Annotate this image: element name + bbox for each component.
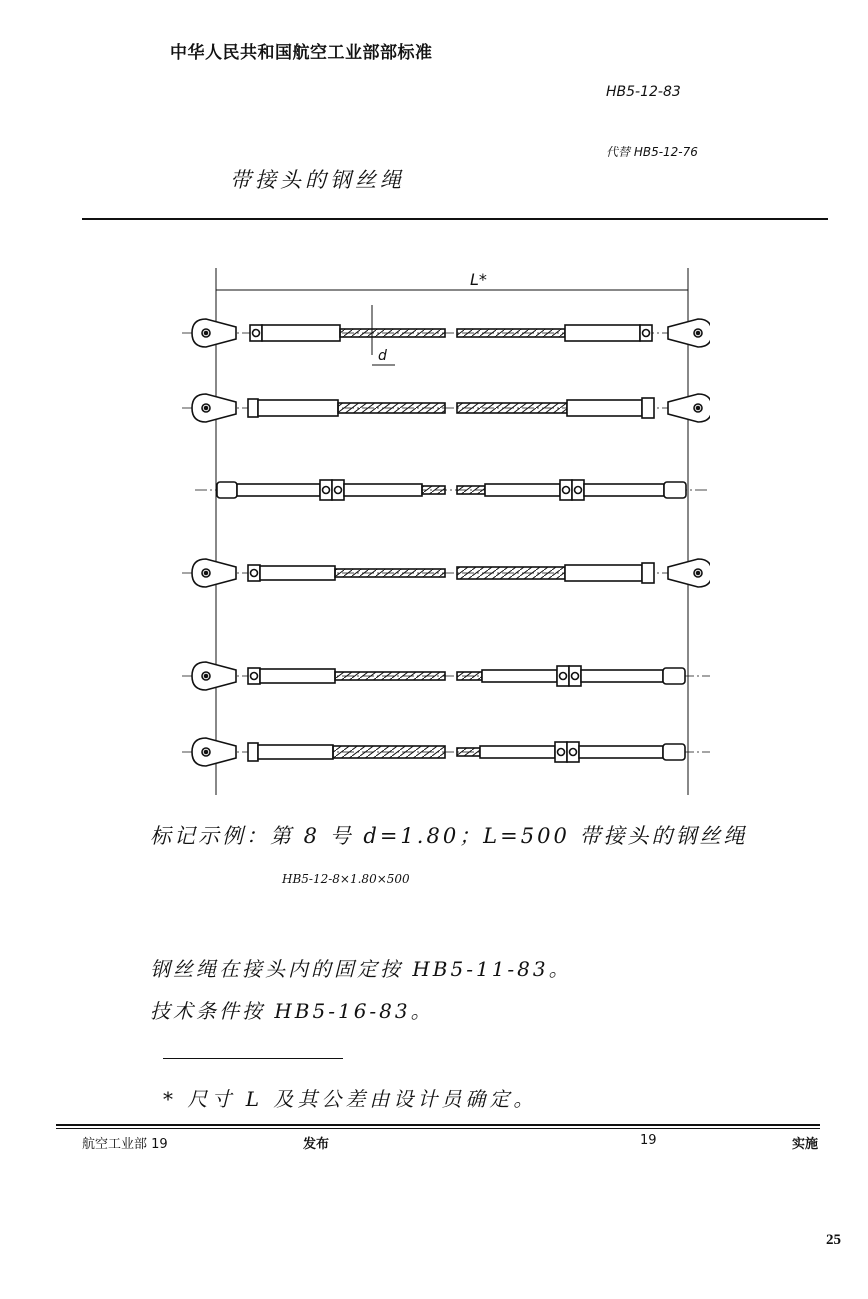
cable-variant-2 bbox=[182, 394, 710, 422]
cable-variant-4 bbox=[182, 559, 710, 587]
header-rule bbox=[82, 218, 828, 220]
length-label: L* bbox=[470, 270, 487, 289]
footer-year: 19 bbox=[640, 1133, 657, 1148]
document-title: 带接头的钢丝绳 bbox=[230, 168, 405, 192]
footer-issued: 发布 bbox=[303, 1137, 330, 1152]
marking-example: 标记示例：第 8 号 d=1.80；L=500 带接头的钢丝绳 bbox=[150, 824, 748, 848]
cable-variant-5 bbox=[182, 662, 710, 690]
footer-rule bbox=[56, 1124, 820, 1126]
note-technical: 技术条件按 HB5-16-83。 bbox=[150, 999, 434, 1023]
cable-assembly-drawing bbox=[170, 255, 710, 815]
cable-variant-3 bbox=[195, 480, 710, 500]
footer-rule-thin bbox=[56, 1128, 820, 1129]
page-number: 25 bbox=[826, 1232, 841, 1248]
standard-code: HB5-12-83 bbox=[606, 84, 681, 100]
cable-variant-6 bbox=[182, 738, 710, 766]
org-title: 中华人民共和国航空工业部部标准 bbox=[170, 43, 433, 63]
replaces-standard: 代替 HB5-12-76 bbox=[606, 145, 698, 159]
cable-variant-1 bbox=[182, 319, 710, 347]
diameter-label: d bbox=[378, 348, 387, 364]
marking-code: HB5-12-8×1.80×500 bbox=[282, 872, 410, 886]
footnote: * 尺寸 L 及其公差由设计员确定。 bbox=[163, 1087, 538, 1111]
note-fixing: 钢丝绳在接头内的固定按 HB5-11-83。 bbox=[150, 957, 572, 981]
footer-effective: 实施 bbox=[792, 1137, 819, 1152]
footnote-rule bbox=[163, 1058, 343, 1059]
footer-issuer: 航空工业部 19 bbox=[82, 1137, 168, 1152]
